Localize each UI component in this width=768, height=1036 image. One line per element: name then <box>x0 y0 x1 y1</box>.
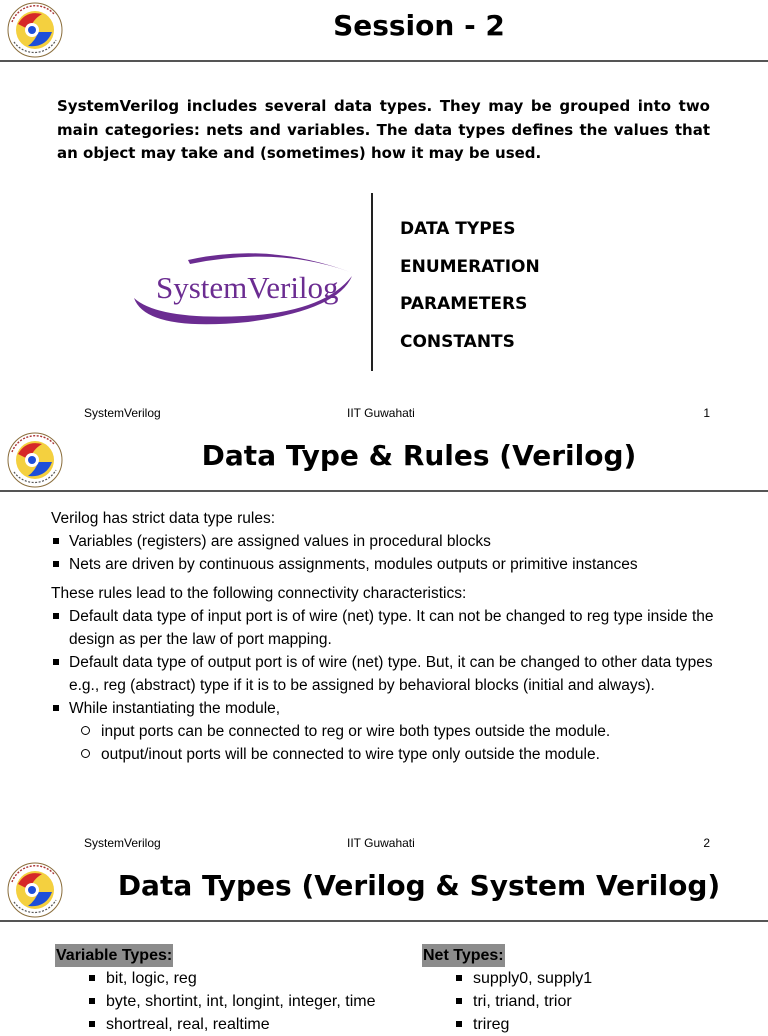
topic-item: CONSTANTS <box>400 331 515 352</box>
paragraph: These rules lead to the following connectivity characteristics: <box>51 585 467 602</box>
footer-page-number: 1 <box>703 406 710 420</box>
topic-item: ENUMERATION <box>400 256 540 277</box>
bullet-item: Variables (registers) are assigned values in procedural blocks <box>51 530 741 553</box>
net-types-heading: Net Types: <box>422 944 505 967</box>
bullet-item: Default data type of output port is of wire (net) type. But, it can be changed to other data types e.g., reg (abstract) type if it is to be assigned by behavioral blocks (initial and always). <box>51 651 741 697</box>
footer-course: SystemVerilog <box>84 836 161 850</box>
sub-bullet-item: output/inout ports will be connected to wire type only outside the module. <box>51 743 741 766</box>
intro-paragraph: SystemVerilog includes several data types. They may be grouped into two main categories: nets and variables. The data types defines the values that an object may take and (sometimes) how it may be used. <box>57 97 710 162</box>
institute-logo-icon <box>2 432 68 488</box>
title-divider <box>0 490 768 492</box>
footer-institute: IIT Guwahati <box>347 836 415 850</box>
variable-types-heading: Variable Types: <box>55 944 173 967</box>
institute-logo-icon <box>2 2 68 58</box>
slide-3 <box>0 860 768 1033</box>
bullet-item: Nets are driven by continuous assignments, modules outputs or primitive instances <box>51 553 741 576</box>
slide-title: Data Type & Rules (Verilog) <box>201 439 637 472</box>
footer-institute: IIT Guwahati <box>347 406 415 420</box>
list-item: trireg <box>422 1013 592 1036</box>
bullet-item: Default data type of input port is of wire (net) type. It can not be changed to reg type inside the design as per the law of port mapping. <box>51 605 741 651</box>
vertical-divider <box>371 193 373 371</box>
sub-bullet-item: input ports can be connected to reg or wire both types outside the module. <box>51 720 741 743</box>
title-divider <box>0 60 768 62</box>
net-types-list <box>422 967 592 1036</box>
paragraph: Verilog has strict data type rules: <box>51 510 276 527</box>
net-types-column <box>422 944 592 1036</box>
footer-course: SystemVerilog <box>84 406 161 420</box>
topic-item: PARAMETERS <box>400 294 528 314</box>
slide-body <box>51 507 741 766</box>
list-item: bit, logic, reg <box>55 967 375 990</box>
slide-title: Data Types (Verilog & System Verilog) <box>117 869 721 902</box>
bullet-list <box>51 530 741 576</box>
bullet-item: While instantiating the module, <box>51 697 741 720</box>
variable-types-column <box>55 944 375 1036</box>
slide-1 <box>0 0 768 430</box>
list-item: tri, triand, trior <box>422 990 592 1013</box>
institute-logo-icon <box>2 862 68 918</box>
list-item: byte, shortint, int, longint, integer, time <box>55 990 375 1013</box>
bullet-list <box>51 605 741 766</box>
topic-item: DATA TYPES <box>400 219 516 239</box>
topic-list <box>400 211 540 361</box>
slide-footer <box>0 835 768 851</box>
systemverilog-logo <box>128 246 358 330</box>
slide-title: Session - 2 <box>333 9 505 42</box>
list-item: supply0, supply1 <box>422 967 592 990</box>
slide-footer <box>0 405 768 421</box>
systemverilog-logo-text: SystemVerilog <box>156 270 339 305</box>
list-item: shortreal, real, realtime <box>55 1013 375 1036</box>
slide-2 <box>0 430 768 860</box>
variable-types-list <box>55 967 375 1036</box>
footer-page-number: 2 <box>703 836 710 850</box>
title-divider <box>0 920 768 922</box>
